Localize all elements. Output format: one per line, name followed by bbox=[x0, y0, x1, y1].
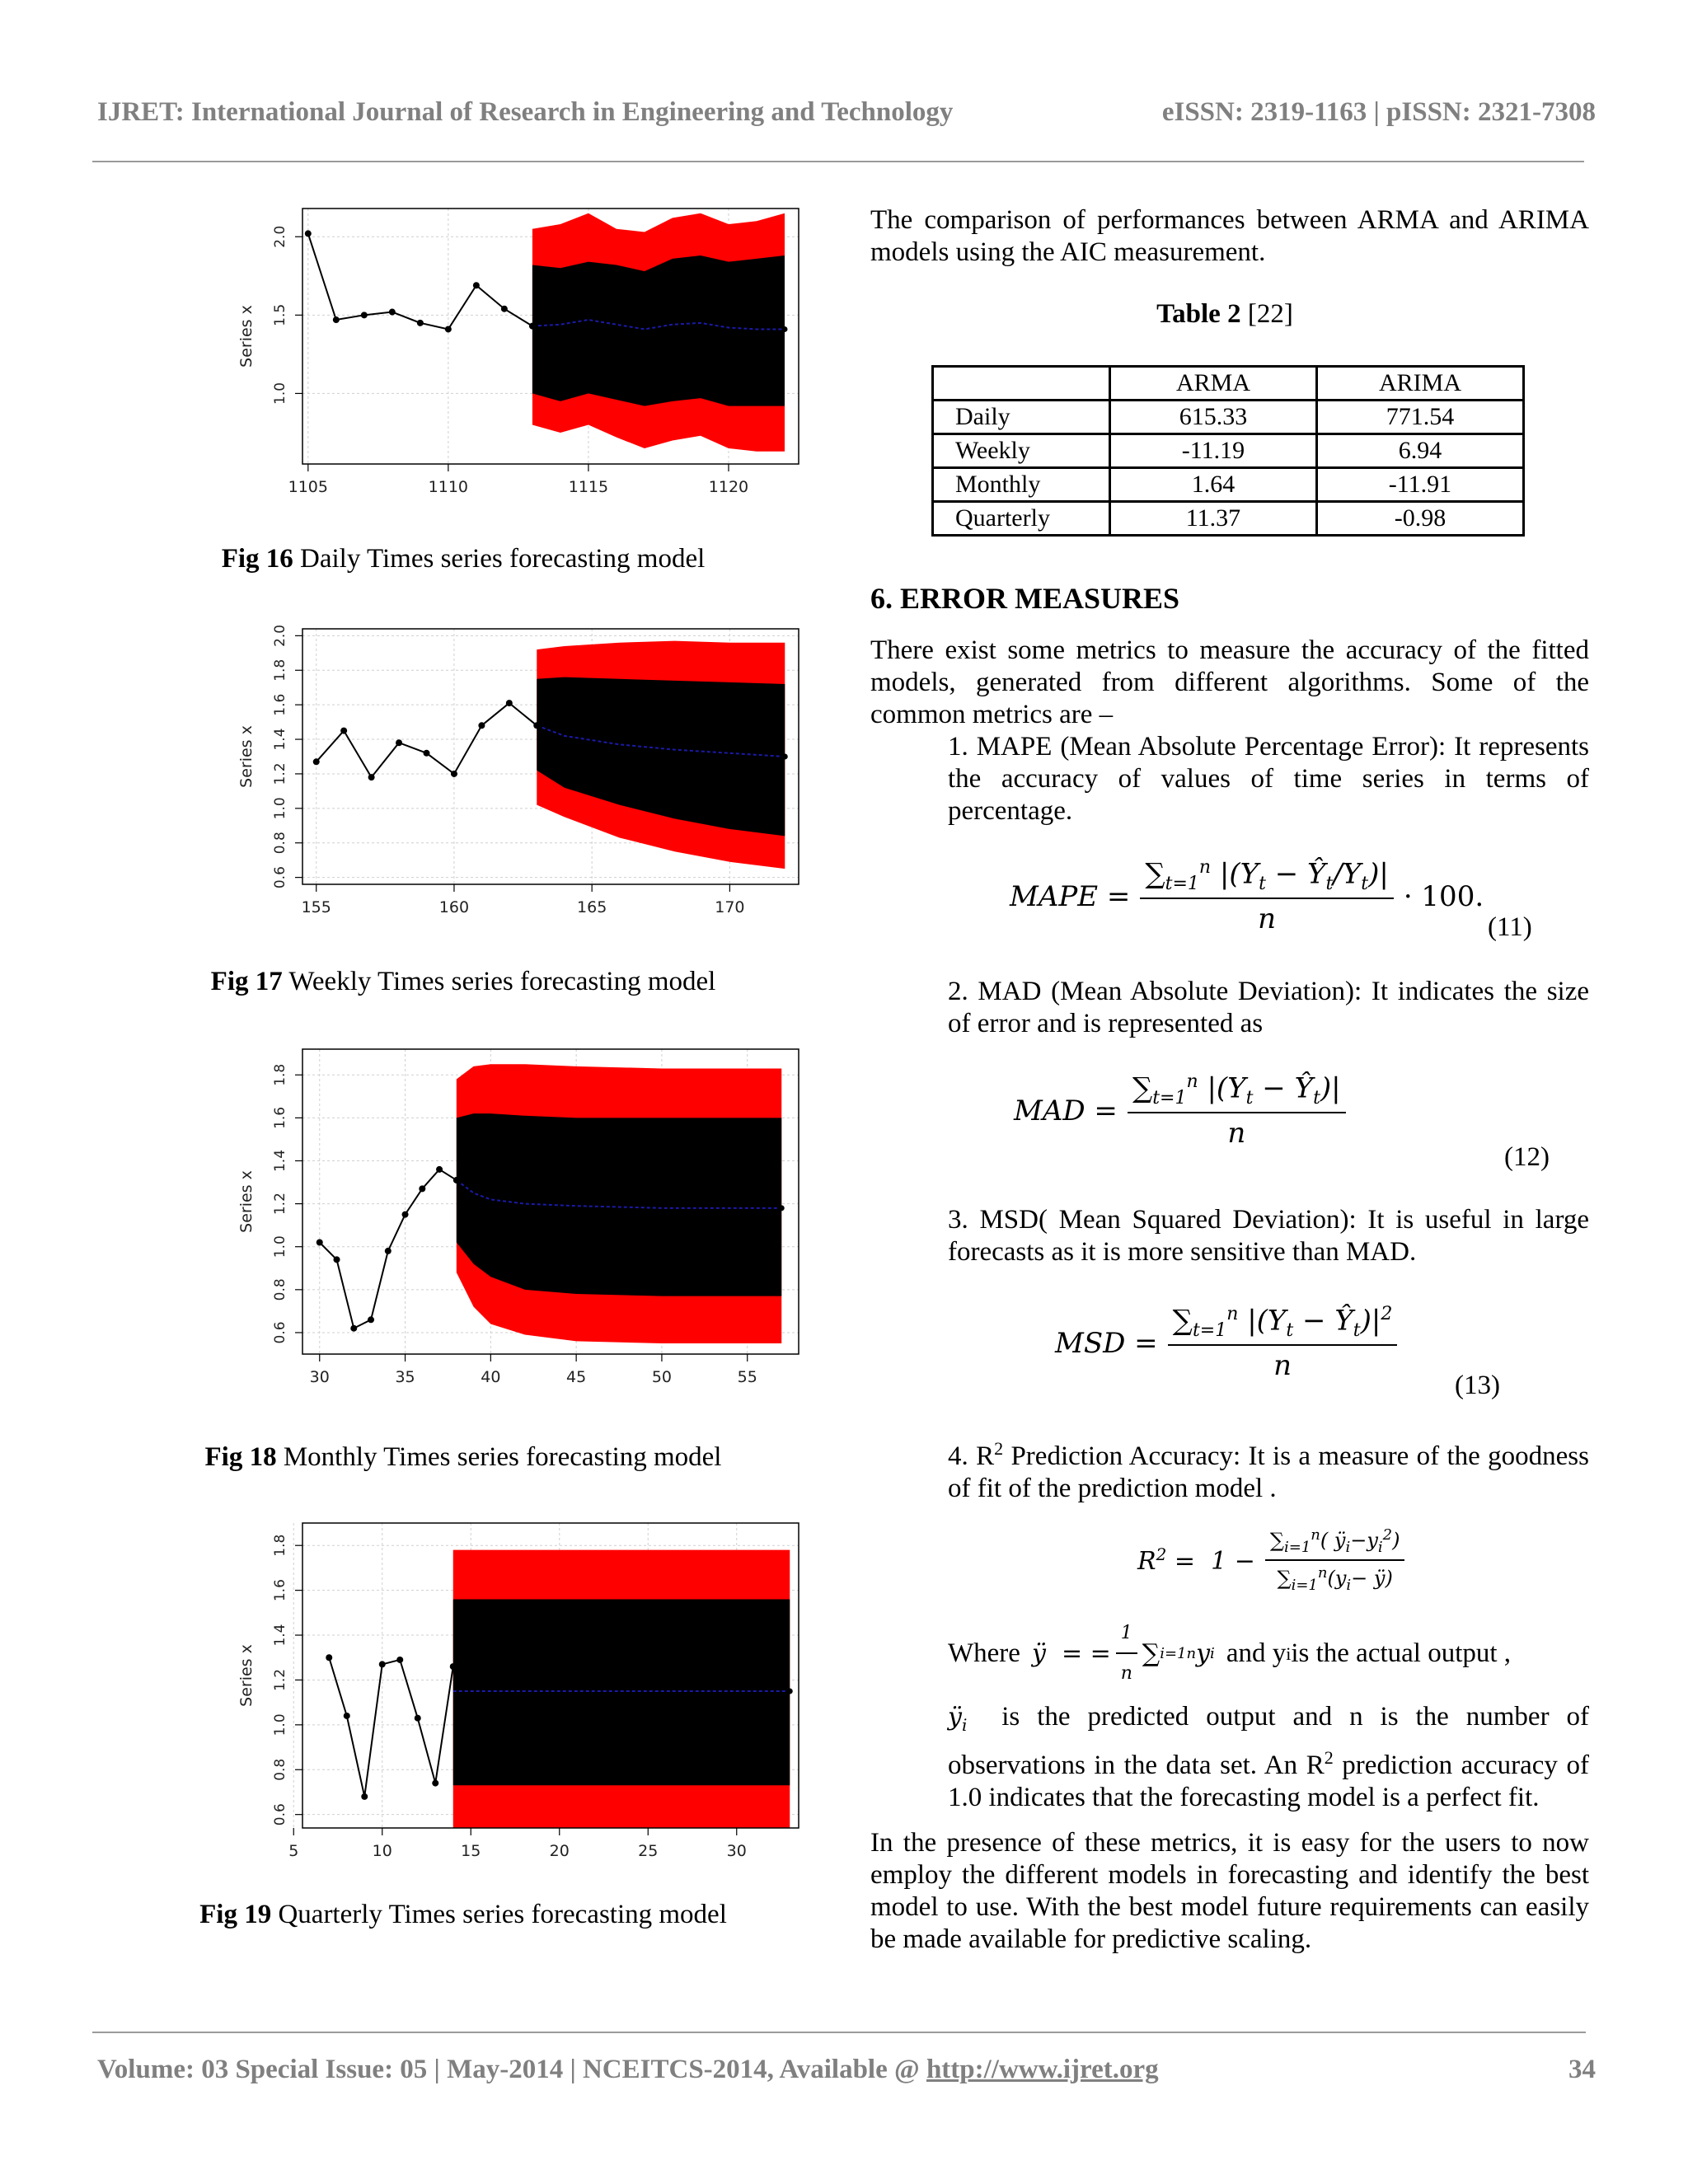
series-point bbox=[415, 1715, 421, 1722]
page-number: 34 bbox=[1568, 2055, 1596, 2084]
y-tick-label: 0.6 bbox=[272, 1321, 288, 1344]
series-point bbox=[316, 1240, 323, 1246]
fig18-caption: Fig 18 Monthly Times series forecasting model bbox=[204, 1442, 722, 1472]
journal-link[interactable]: http://www.ijret.org bbox=[926, 2055, 1159, 2084]
aic-table bbox=[931, 365, 1525, 537]
x-tick-label: 170 bbox=[715, 898, 745, 916]
y-tick-label: 1.2 bbox=[272, 762, 288, 785]
y-axis-label: Series x bbox=[237, 1170, 256, 1233]
series-point bbox=[432, 1780, 438, 1787]
series-line bbox=[316, 703, 537, 777]
series-point bbox=[533, 722, 540, 729]
y-tick-label: 2.0 bbox=[272, 225, 288, 248]
x-tick-label: 45 bbox=[566, 1368, 587, 1386]
x-tick-label: 30 bbox=[726, 1842, 747, 1860]
y-tick-label: 1.6 bbox=[272, 1106, 288, 1129]
y-tick-label: 1.8 bbox=[272, 1063, 288, 1086]
fig18-chart bbox=[228, 1043, 805, 1405]
series-point bbox=[506, 700, 513, 706]
series-point bbox=[501, 306, 508, 312]
footer-text: Volume: 03 Special Issue: 05 | May-2014 | NCEITCS-2014, Available @ http://www.ijret.org bbox=[97, 2055, 1159, 2084]
series-point bbox=[361, 312, 368, 318]
section-title: 6. ERROR MEASURES bbox=[870, 582, 1180, 615]
fig16-caption: Fig 16 Daily Times series forecasting model bbox=[221, 544, 706, 574]
x-tick-label: 15 bbox=[461, 1842, 481, 1860]
footer-rule bbox=[92, 2032, 1586, 2033]
item-r2: 4. $R^2$ Prediction Accuracy: It is a measure of the goodness of fit of the prediction model . bbox=[948, 1438, 1589, 1503]
series-point bbox=[368, 774, 375, 780]
eq-r2: $R^2 = 1$ − $\frac{\sum_{i=1}^n( ÿ_i-y_i^2)}{\sum_{i=1}^n(y_i- ÿ)}$ bbox=[1137, 1526, 1414, 1594]
y-axis-label: Series x bbox=[237, 725, 256, 788]
yhat-symbol: $ÿ_i$ bbox=[948, 1703, 968, 1735]
series-point bbox=[402, 1212, 409, 1218]
x-tick-label: 1110 bbox=[428, 478, 469, 496]
x-tick-label: 20 bbox=[549, 1842, 570, 1860]
series-point bbox=[424, 750, 430, 757]
table-row: Monthly 1.64 -11.91 bbox=[933, 468, 1524, 502]
table-title: Table 2 [22] bbox=[1156, 299, 1293, 329]
table-row: Quarterly 11.37 -0.98 bbox=[933, 502, 1524, 536]
fig19-chart bbox=[228, 1516, 805, 1879]
x-tick-label: 40 bbox=[481, 1368, 501, 1386]
series-point bbox=[350, 1325, 357, 1332]
col-arima: ARIMA bbox=[1317, 367, 1524, 401]
prediction-band-80 bbox=[457, 1113, 781, 1296]
forecast-end-point bbox=[779, 1205, 785, 1211]
where-line: Where ÿ = = $\frac{1}{n}$ ∑ i=1 n y i and y i is the actual output , bbox=[948, 1617, 1589, 1690]
y-tick-label: 1.6 bbox=[272, 1579, 288, 1602]
series-point bbox=[396, 739, 402, 746]
fig17-caption: Fig 17 Weekly Times series forecasting model bbox=[210, 967, 716, 996]
x-tick-label: 155 bbox=[301, 898, 331, 916]
series-point bbox=[473, 282, 480, 288]
y-axis-label: Series x bbox=[237, 305, 256, 368]
series-point bbox=[326, 1654, 332, 1661]
eq-msd: MSD = $\frac{\sum_{t=1}^n |(Y_t - Ŷ_t)|^2}{n}$ bbox=[1055, 1304, 1407, 1382]
series-point bbox=[450, 1663, 457, 1670]
x-tick-label: 25 bbox=[638, 1842, 659, 1860]
x-tick-label: 1115 bbox=[568, 478, 609, 496]
y-tick-label: 0.8 bbox=[272, 1278, 288, 1301]
y-tick-label: 1.4 bbox=[272, 728, 288, 751]
series-point bbox=[344, 1713, 350, 1719]
x-tick-label: 35 bbox=[395, 1368, 415, 1386]
y-tick-label: 1.8 bbox=[272, 658, 288, 682]
series-point bbox=[436, 1166, 443, 1173]
conclusion-paragraph: In the presence of these metrics, it is easy for the users to now employ the different models in forecasting and identify the best model to use. With the best model future requirements can easily be made available for predictive scaling. bbox=[870, 1828, 1589, 1954]
series-point bbox=[389, 309, 396, 316]
predicted-output-paragraph: $ÿ_i$ is the predicted output and n is the number of observations in the data set. An $R^2$ prediction accuracy of 1.0 indicates that the forecasting model is a perfect fit. bbox=[948, 1702, 1590, 1812]
series-point bbox=[305, 230, 312, 237]
series-point bbox=[451, 771, 457, 777]
x-tick-label: 30 bbox=[309, 1368, 330, 1386]
issn-header: eISSN: 2319-1163 | pISSN: 2321-7308 bbox=[1161, 97, 1596, 127]
y-tick-label: 2.0 bbox=[272, 624, 288, 647]
item-msd: 3. MSD( Mean Squared Deviation): It is useful in large forecasts as it is more sensitive than MAD. bbox=[948, 1205, 1589, 1267]
series-point bbox=[453, 1177, 460, 1183]
x-tick-label: 1120 bbox=[708, 478, 749, 496]
item-mape: 1. MAPE (Mean Absolute Percentage Error): It represents the accuracy of values of time series in terms of percentage. bbox=[948, 732, 1589, 826]
fig17-chart bbox=[228, 622, 805, 935]
y-tick-label: 0.6 bbox=[272, 866, 288, 889]
series-point bbox=[333, 316, 340, 323]
series-point bbox=[396, 1657, 403, 1663]
prediction-band-80 bbox=[453, 1600, 790, 1786]
x-tick-label: 165 bbox=[577, 898, 607, 916]
forecast-end-point bbox=[782, 754, 788, 760]
col-arma: ARMA bbox=[1110, 367, 1317, 401]
eq-mape: MAPE = $\frac{\sum_{t=1}^n |(Y_t - Ŷ_t/Y_t)|}{n}$ · 100. bbox=[1010, 857, 1484, 936]
eq13-number: (13) bbox=[1455, 1371, 1500, 1400]
series-line bbox=[308, 233, 532, 329]
fig19-caption: Fig 19 Quarterly Times series forecasting model bbox=[199, 1900, 727, 1929]
series-point bbox=[313, 758, 320, 765]
eq12-number: (12) bbox=[1504, 1142, 1550, 1172]
series-point bbox=[361, 1793, 368, 1800]
series-line bbox=[329, 1657, 453, 1797]
x-tick-label: 5 bbox=[288, 1842, 299, 1860]
series-point bbox=[385, 1248, 392, 1254]
series-point bbox=[445, 326, 452, 332]
fig16-chart bbox=[228, 202, 805, 515]
eq-mad: MAD = $\frac{\sum_{t=1}^n |(Y_t - Ŷ_t)|}{n}$ bbox=[1014, 1071, 1356, 1150]
series-point bbox=[340, 728, 347, 734]
y-tick-label: 1.8 bbox=[272, 1534, 288, 1557]
header-rule bbox=[92, 161, 1584, 162]
series-point bbox=[529, 323, 536, 330]
y-tick-label: 1.4 bbox=[272, 1624, 288, 1647]
series-point bbox=[368, 1316, 374, 1323]
prediction-band-80 bbox=[532, 255, 785, 406]
series-point bbox=[334, 1256, 340, 1263]
y-tick-label: 1.6 bbox=[272, 693, 288, 716]
y-tick-label: 1.5 bbox=[272, 303, 288, 326]
forecast-end-point bbox=[781, 326, 787, 332]
eq11-number: (11) bbox=[1488, 912, 1532, 942]
x-tick-label: 160 bbox=[438, 898, 470, 916]
table-row: Daily 615.33 771.54 bbox=[933, 401, 1524, 434]
y-tick-label: 1.0 bbox=[272, 1713, 288, 1736]
series-point bbox=[417, 320, 424, 326]
journal-header: IJRET: International Journal of Research in Engineering and Technology bbox=[97, 97, 954, 127]
x-tick-label: 10 bbox=[372, 1842, 392, 1860]
section-intro: There exist some metrics to measure the accuracy of the fitted models, generated from different algorithms. Some of the common metrics are – bbox=[870, 635, 1589, 729]
x-tick-label: 1105 bbox=[288, 478, 328, 496]
y-tick-label: 1.2 bbox=[272, 1668, 288, 1691]
series-point bbox=[379, 1661, 386, 1667]
x-tick-label: 50 bbox=[651, 1368, 673, 1386]
y-tick-label: 1.2 bbox=[272, 1193, 288, 1216]
y-tick-label: 1.0 bbox=[272, 797, 288, 820]
y-tick-label: 1.4 bbox=[272, 1149, 288, 1173]
forecast-end-point bbox=[787, 1689, 793, 1694]
y-tick-label: 1.0 bbox=[272, 1235, 288, 1258]
table-header-row bbox=[933, 367, 1524, 401]
y-axis-label: Series x bbox=[237, 1644, 256, 1707]
y-tick-label: 0.8 bbox=[272, 832, 288, 855]
x-tick-label: 55 bbox=[737, 1368, 757, 1386]
table-row: Weekly -11.19 6.94 bbox=[933, 434, 1524, 468]
y-tick-label: 0.8 bbox=[272, 1758, 288, 1781]
ybar-definition: ÿ = = $\frac{1}{n}$ ∑ i=1 n y i bbox=[1032, 1617, 1215, 1690]
y-tick-label: 0.6 bbox=[272, 1803, 288, 1826]
item-mad: 2. MAD (Mean Absolute Deviation): It indicates the size of error and is represented as bbox=[948, 977, 1589, 1038]
series-point bbox=[478, 722, 485, 729]
series-point bbox=[419, 1185, 425, 1192]
intro-paragraph: The comparison of performances between ARMA and ARIMA models using the AIC measurement. bbox=[870, 205, 1589, 267]
y-tick-label: 1.0 bbox=[272, 382, 288, 405]
